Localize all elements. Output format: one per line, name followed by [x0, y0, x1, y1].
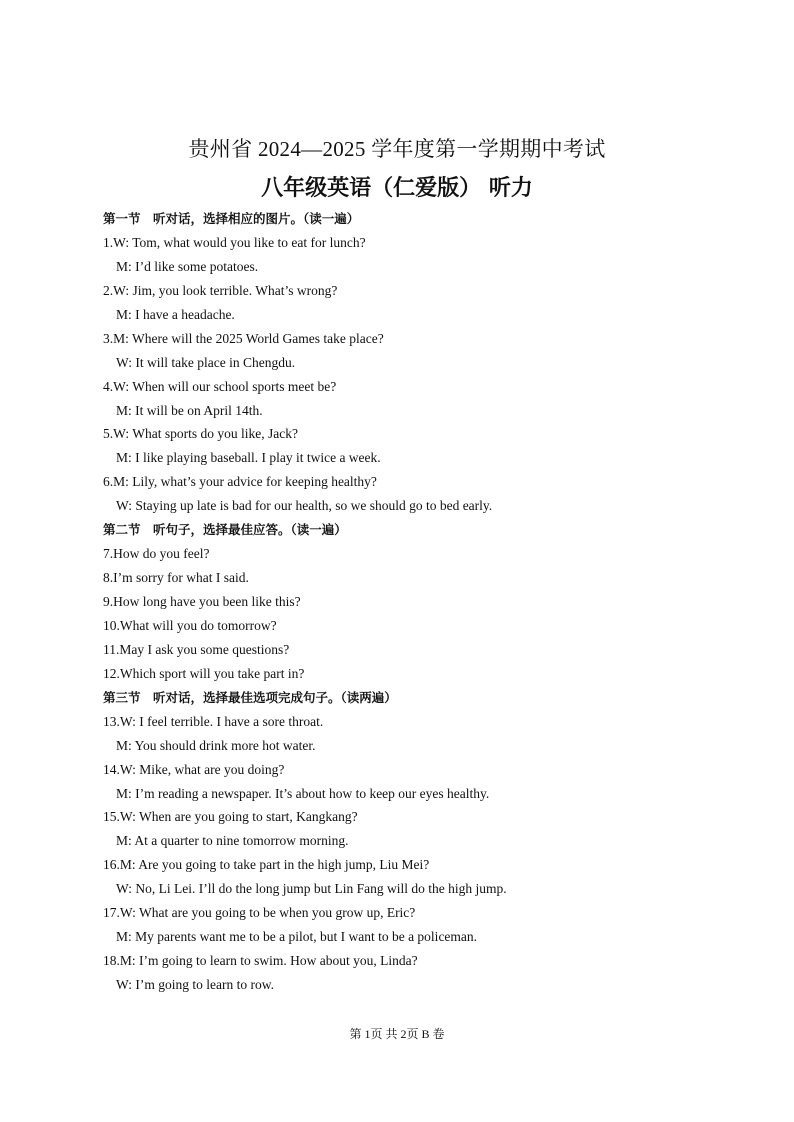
answer-line: M: At a quarter to nine tomorrow morning.	[116, 833, 349, 849]
question-line: 4.W: When will our school sports meet be?	[103, 378, 337, 394]
question-line: 5.W: What sports do you like, Jack?	[103, 426, 298, 442]
answer-line: W: I’m going to learn to row.	[116, 977, 274, 992]
answer-line: M: I have a headache.	[116, 306, 235, 322]
question-line: 11.May I ask you some questions?	[103, 641, 290, 657]
page-footer: 第 1页 共 2页 B 卷	[349, 1027, 445, 1041]
question-line: 12.Which sport will you take part in?	[103, 665, 305, 681]
question-line: 6.M: Lily, what’s your advice for keeping healthy?	[103, 474, 377, 490]
question-line: 8.I’m sorry for what I said.	[103, 570, 249, 586]
answer-line: M: It will be on April 14th.	[116, 402, 263, 418]
answer-line: W: No, Li Lei. I’ll do the long jump but Lin Fang will do the high jump.	[116, 881, 507, 897]
question-line: 17.W: What are you going to be when you grow up, Eric?	[103, 905, 416, 921]
exam-title: 贵州省 2024—2025 学年度第一学期期中考试	[188, 137, 606, 161]
question-line: 13.W: I feel terrible. I have a sore throat.	[103, 713, 324, 729]
question-line: 1.W: Tom, what would you like to eat for lunch?	[103, 234, 366, 250]
answer-line: W: Staying up late is bad for our health, so we should go to bed early.	[116, 498, 493, 514]
question-line: 18.M: I’m going to learn to swim. How about you, Linda?	[103, 953, 418, 969]
question-line: 3.M: Where will the 2025 World Games take place?	[103, 330, 384, 346]
question-line: 10.What will you do tomorrow?	[103, 617, 277, 633]
question-line: 15.W: When are you going to start, Kangkang?	[103, 809, 358, 825]
exam-subtitle: 八年级英语（仁爱版） 听力	[261, 176, 533, 201]
answer-line: M: I’d like some potatoes.	[116, 258, 259, 274]
question-line: 7.How do you feel?	[103, 546, 210, 562]
answer-line: M: My parents want me to be a pilot, but I want to be a policeman.	[116, 929, 478, 945]
answer-line: M: I’m reading a newspaper. It’s about how to keep our eyes healthy.	[116, 785, 490, 801]
question-line: 16.M: Are you going to take part in the high jump, Liu Mei?	[103, 857, 430, 873]
section-heading: 第三节 听对话，选择最佳选项完成句子。（读两遍）	[103, 689, 397, 705]
question-line: 2.W: Jim, you look terrible. What’s wrong?	[103, 282, 338, 298]
section-heading: 第一节 听对话，选择相应的图片。（读一遍）	[103, 211, 360, 226]
answer-line: M: You should drink more hot water.	[116, 737, 316, 753]
section-heading: 第二节 听句子，选择最佳应答。（读一遍）	[103, 522, 347, 538]
listening-script	[103, 207, 723, 997]
answer-line: M: I like playing baseball. I play it twice a week.	[116, 450, 381, 466]
question-line: 14.W: Mike, what are you doing?	[103, 761, 285, 777]
question-line: 9.How long have you been like this?	[103, 594, 301, 609]
answer-line: W: It will take place in Chengdu.	[116, 354, 296, 370]
